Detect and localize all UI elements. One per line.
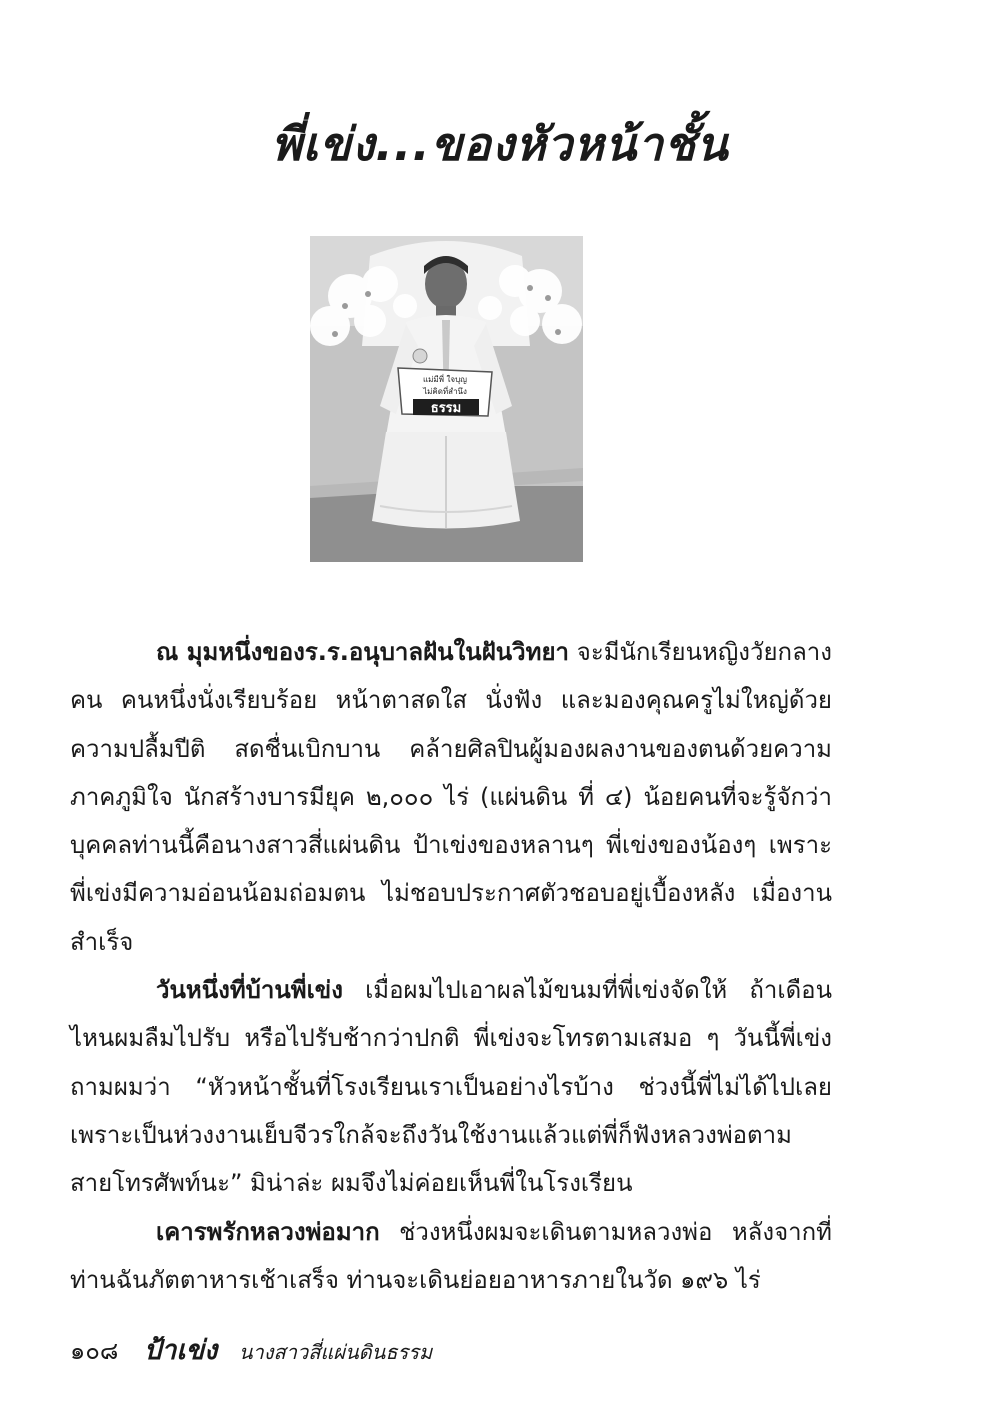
sign-line-2: ไม่คิดที่สำนึง bbox=[423, 387, 467, 396]
sign-line-1: แม่มีพี่ ใจบุญ bbox=[422, 375, 468, 384]
paragraph-3-lead: เคารพรักหลวงพ่อมาก bbox=[156, 1217, 380, 1246]
book-label: ป้าเข่ง bbox=[144, 1335, 218, 1366]
article-body bbox=[70, 628, 832, 1304]
page-footer bbox=[70, 1328, 432, 1371]
paragraph-2 bbox=[70, 966, 832, 1207]
paragraph-2-lead: วันหนึ่งที่บ้านพี่เข่ง bbox=[156, 976, 343, 1005]
paragraph-3-text: ช่วงหนึ่งผมจะเดินตามหลวงพ่อ หลังจากที่ท่านฉันภัตตาหารเช้าเสร็จ ท่านจะเดินย่อยอาหารภายในวัด ๑๙๖ ไร่ bbox=[70, 1217, 832, 1294]
book-subtitle: นางสาวสี่แผ่นดินธรรม bbox=[238, 1340, 433, 1364]
page-title: พี่เข่ง...ของหัวหน้าชั้น bbox=[271, 117, 729, 171]
page-number: ๑๐๘ bbox=[70, 1337, 119, 1365]
paragraph-1 bbox=[70, 628, 832, 966]
paragraph-1-lead: ณ มุมหนึ่งของร.ร.อนุบาลฝันในฝันวิทยา bbox=[156, 638, 570, 666]
sign-line-3: ธรรม bbox=[430, 401, 462, 416]
portrait-photo bbox=[310, 236, 583, 562]
paragraph-1-text: จะมีนักเรียนหญิงวัยกลางคน คนหนึ่งนั่งเรียบร้อย หน้าตาสดใส นั่งฟัง และมองคุณครูไม่ใหญ่ด้วยความปลื้มปีติ สดชื่นเบิกบาน คล้ายศิลปินผู้มองผลงานของตนด้วยความภาคภูมิใจ นักสร้างบารมียุค ๒,๐๐๐ ไร่ (แผ่นดิน ที่ ๔) น้อยคนที่จะรู้จักว่าบุคคลท่านนี้คือนางสาวสี่แผ่นดิน ป้าเข่งของหลานๆ พี่เข่งของน้องๆ เพราะพี่เข่งมีความอ่อนน้อมถ่อมตน ไม่ชอบประกาศตัวชอบอยู่เบื้องหลัง เมื่องานสำเร็จ bbox=[70, 638, 832, 956]
paragraph-3 bbox=[70, 1208, 832, 1305]
paragraph-2-text: เมื่อผมไปเอาผลไม้ขนมที่พี่เข่งจัดให้ ถ้าเดือนไหนผมลืมไปรับ หรือไปรับช้ากว่าปกติ พี่เข่งจะโทรตามเสมอ ๆ วันนี้พี่เข่งถามผมว่า “หัวหน้าชั้นที่โรงเรียนเราเป็นอย่างไรบ้าง ช่วงนี้พี่ไม่ได้ไปเลยเพราะเป็นห่วงงานเย็บจีวรใกล้จะถึงวันใช้งานแล้วแต่พี่ก็ฟังหลวงพ่อตามสายโทรศัพท์นะ” มิน่าล่ะ ผมจึงไม่ค่อยเห็นพี่ในโรงเรียน bbox=[70, 976, 832, 1198]
